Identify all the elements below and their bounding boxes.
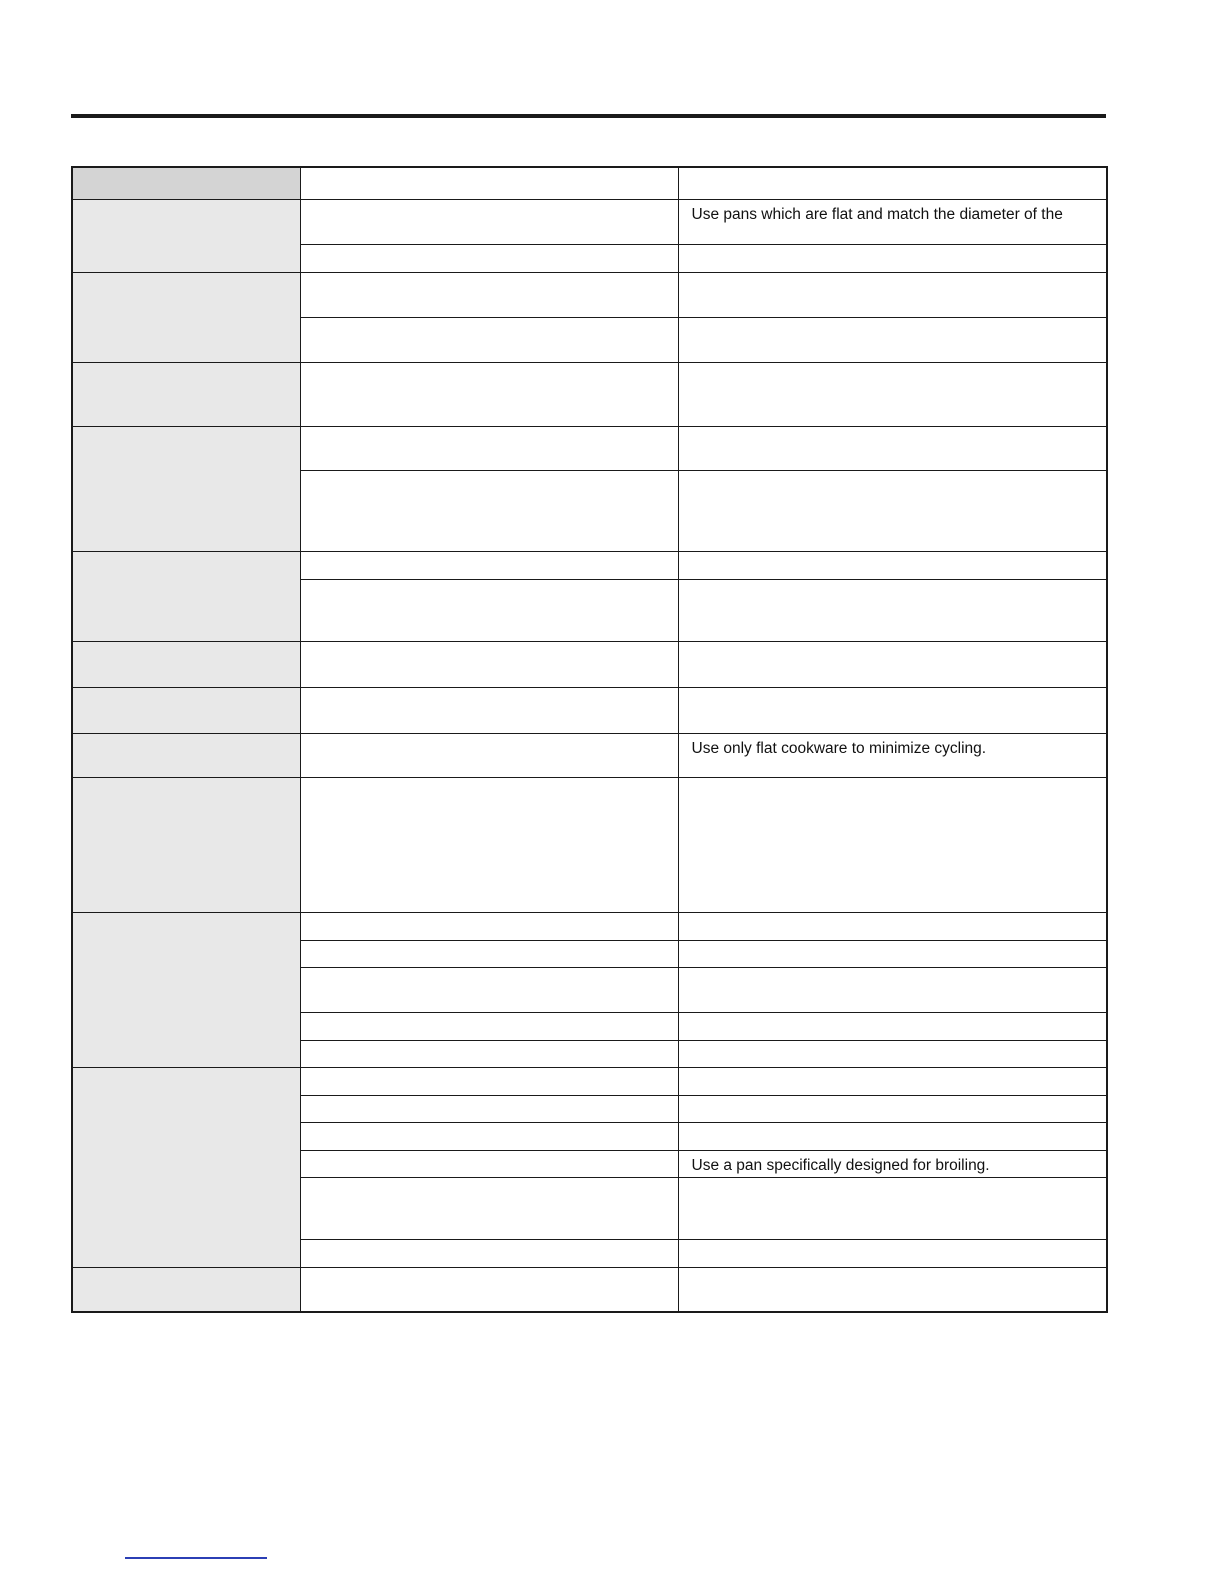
table-header-row	[72, 167, 1107, 199]
solution-cell	[678, 470, 1107, 551]
solution-cell	[678, 687, 1107, 733]
cause-cell	[300, 317, 678, 362]
problem-cell	[72, 362, 300, 426]
problem-cell	[72, 912, 300, 1067]
problem-cell	[72, 1067, 300, 1267]
solution-cell	[678, 551, 1107, 579]
table-row	[72, 1067, 1107, 1095]
cause-cell	[300, 1177, 678, 1239]
table-row	[72, 362, 1107, 426]
problem-cell	[72, 733, 300, 777]
solution-cell	[678, 426, 1107, 470]
solution-cell	[678, 777, 1107, 912]
cause-cell	[300, 687, 678, 733]
solution-cell	[678, 641, 1107, 687]
cause-cell	[300, 1267, 678, 1312]
cause-cell	[300, 1067, 678, 1095]
cause-cell	[300, 967, 678, 1012]
cause-cell	[300, 579, 678, 641]
table-row	[72, 426, 1107, 470]
cause-cell	[300, 426, 678, 470]
cause-cell	[300, 1150, 678, 1177]
solution-cell	[678, 362, 1107, 426]
solution-cell	[678, 912, 1107, 940]
cause-cell	[300, 199, 678, 244]
cause-cell	[300, 362, 678, 426]
solution-cell	[678, 317, 1107, 362]
problem-cell	[72, 777, 300, 912]
solution-cell	[678, 1267, 1107, 1312]
table-row	[72, 199, 1107, 244]
solution-cell	[678, 940, 1107, 967]
solution-cell	[678, 579, 1107, 641]
table-row	[72, 1267, 1107, 1312]
problem-cell	[72, 426, 300, 551]
solution-cell	[678, 967, 1107, 1012]
problem-cell	[72, 551, 300, 641]
table-row	[72, 641, 1107, 687]
solution-cell	[678, 1067, 1107, 1095]
top-rule	[71, 114, 1106, 118]
solution-cell	[678, 244, 1107, 272]
cause-cell	[300, 641, 678, 687]
solution-text: Use pans which are flat and match the diameter of the	[691, 205, 1063, 223]
cause-cell	[300, 1239, 678, 1267]
troubleshooting-table	[71, 166, 1108, 1313]
table-row	[72, 687, 1107, 733]
footer-link-underline[interactable]	[125, 1557, 267, 1559]
solution-cell	[678, 1040, 1107, 1067]
solution-cell	[678, 1122, 1107, 1150]
cause-cell	[300, 244, 678, 272]
problem-cell	[72, 272, 300, 362]
header-solution	[678, 167, 1107, 199]
table-row	[72, 912, 1107, 940]
cause-cell	[300, 912, 678, 940]
table-row	[72, 777, 1107, 912]
problem-cell	[72, 641, 300, 687]
header-cause	[300, 167, 678, 199]
solution-cell	[678, 1239, 1107, 1267]
solution-cell	[678, 1095, 1107, 1122]
solution-cell	[678, 1012, 1107, 1040]
table-row	[72, 551, 1107, 579]
problem-cell	[72, 1267, 300, 1312]
solution-cell	[678, 1177, 1107, 1239]
solution-cell	[678, 199, 1107, 244]
cause-cell	[300, 733, 678, 777]
problem-cell	[72, 199, 300, 272]
cause-cell	[300, 940, 678, 967]
solution-cell	[678, 272, 1107, 317]
table-row	[72, 272, 1107, 317]
cause-cell	[300, 470, 678, 551]
cause-cell	[300, 1122, 678, 1150]
solution-cell	[678, 1150, 1107, 1177]
solution-text: Use a pan specifically designed for broiling.	[691, 1156, 990, 1174]
cause-cell	[300, 1095, 678, 1122]
cause-cell	[300, 272, 678, 317]
cause-cell	[300, 1040, 678, 1067]
solution-cell	[678, 733, 1107, 777]
cause-cell	[300, 1012, 678, 1040]
solution-text: Use only flat cookware to minimize cycling.	[691, 739, 987, 757]
header-problem	[72, 167, 300, 199]
table-row	[72, 733, 1107, 777]
cause-cell	[300, 777, 678, 912]
problem-cell	[72, 687, 300, 733]
cause-cell	[300, 551, 678, 579]
